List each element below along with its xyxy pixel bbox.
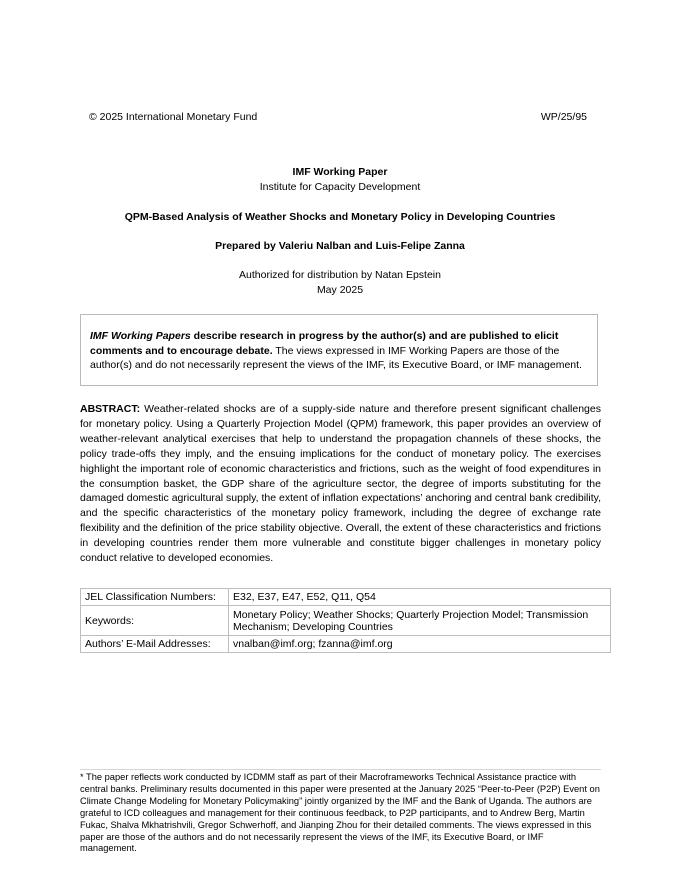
metadata-table: [80, 588, 611, 653]
keywords-label: Keywords:: [81, 606, 229, 636]
keywords-value: Monetary Policy; Weather Shocks; Quarterly Projection Model; Transmission Mechanism; Developing Countries: [229, 606, 611, 636]
email-label: Authors’ E-Mail Addresses:: [81, 636, 229, 653]
email-value: vnalban@imf.org; fzanna@imf.org: [229, 636, 611, 653]
series-title: IMF Working Paper: [292, 166, 388, 178]
table-row: [81, 589, 611, 606]
abstract-paragraph: [80, 402, 601, 566]
footnote-divider: [80, 769, 601, 770]
jel-label: JEL Classification Numbers:: [81, 589, 229, 606]
author-line: Prepared by Valeriu Nalban and Luis-Felipe Zanna: [215, 240, 465, 252]
disclaimer-box: [80, 314, 598, 386]
table-row: [81, 606, 611, 636]
disclaimer-regular-text: The views expressed in IMF Working Papers are those of the author(s) and do not necessarily represent the views of the IMF, its Executive Board, or IMF management.: [90, 344, 582, 371]
table-row: [81, 636, 611, 653]
copyright-notice: © 2025 International Monetary Fund: [89, 111, 258, 123]
disclaimer-bold-text: describe research in progress by the author(s) and are published to elicit comments and to encourage debate.: [90, 330, 559, 357]
paper-number: WP/25/95: [540, 111, 587, 123]
publication-date: May 2025: [316, 284, 364, 296]
jel-value: E32, E37, E47, E52, Q11, Q54: [229, 589, 611, 606]
disclaimer-italic-lead: IMF Working Papers: [90, 330, 191, 342]
department: Institute for Capacity Development: [259, 181, 421, 193]
paper-title: QPM-Based Analysis of Weather Shocks and Monetary Policy in Developing Countries: [124, 211, 556, 223]
abstract-text: Weather-related shocks are of a supply-side nature and therefore present significant challenges for monetary policy. Using a Quarterly Projection Model (QPM) framework, this paper provides an overview of weather-relevant analytical exercises that help to understand the propagation channels of these shocks, the policy trade-offs they imply, and the ensuing implications for the conduct of monetary policy. The exercises highlight the important role of economic characteristics and frictions, such as the weight of food expenditures in the consumption basket, the GDP share of the agriculture sector, the degree of imports substituting for the damaged domestic agricultural supply, the extent of inflation expectations’ anchoring and central bank credibility, and the specific characteristics of the monetary policy framework, including the degree of exchange rate flexibility and the definition of the price stability objective. Overall, the extent of these characteristics and frictions in developing countries render them more vulnerable and constitute bigger challenges in monetary policy conduct relative to developed economies.: [80, 403, 601, 565]
abstract-label: ABSTRACT:: [80, 403, 141, 415]
footnote: * The paper reflects work conducted by ICDMM staff as part of their Macroframeworks Technical Assistance practice with central banks. Preliminary results documented in this paper were presented at the January 2025 “Peer-to-Peer (P2P) Event on Climate Change Modeling for Monetary Policymaking” jointly organized by the IMF and the Bank of Uganda. The authors are grateful to ICD colleagues and management for their continuous feedback, to P2P participants, and to Andrew Berg, Martin Fukac, Shalva Mkhatrishvili, Gregor Schwerhoff, and Jianping Zhou for their detailed comments. The views expressed in this paper are those of the authors and do not necessarily represent the views of the IMF, its Executive Board, or IMF management.: [80, 772, 600, 854]
authorization-line: Authorized for distribution by Natan Epstein: [239, 269, 441, 281]
